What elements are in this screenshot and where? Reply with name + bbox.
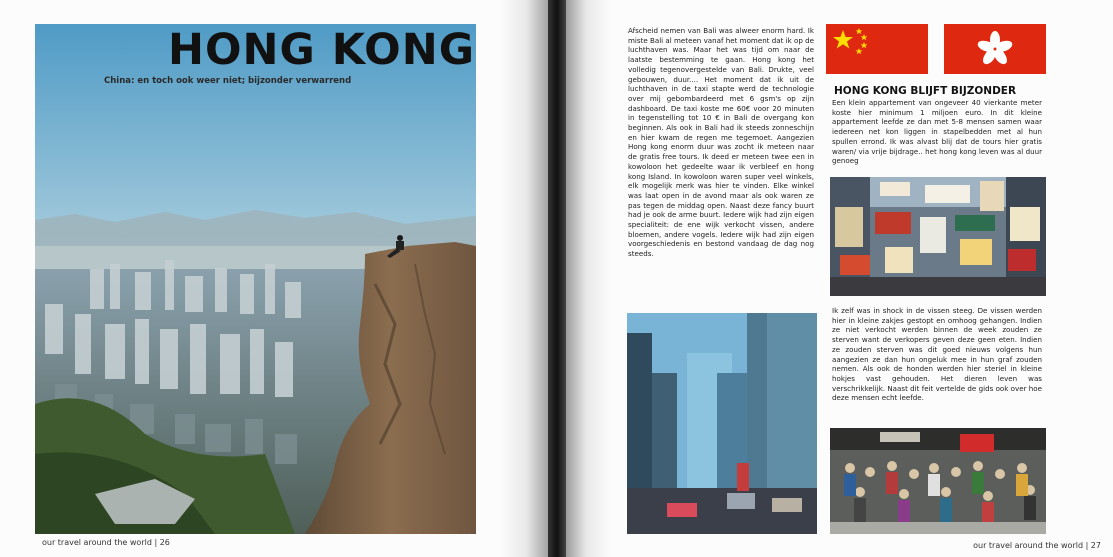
book-spine	[548, 0, 566, 557]
article-column-1: Afscheid nemen van Bali was alweer enorm hard. Ik miste Bali al meteen vanaf het moment dat ik op de luchthaven was. Maar het was tijd om naar de laatste bestemming te gaan. Hong kong het volledig tegenovergestelde van Bali. Drukte, veel gebouwen, duur.... Het moment dat ik uit de luchthaven in de taxi stapte werd de technologie over mij gebombardeerd met 6 gsm's op zijn dashboard. De taxi koste me 60€ voor 20 minuten in tegenstelling tot 10 € in Bali de overgang kon beginnen. Als ook in Bali had ik steeds zonneschijn en hier kwam de regen me tegemoet. Aangezien Hong kong enorm duur was zocht ik meteen naar de gratis free tours. Ik deed er meteen twee een in kowoloon het gedeelte waar ik verbleef en hong kong Island. In kowoloon waren super veel winkels, elk mogelijk merk was hier te vinden. Elke winkel was laat open in de avond maar als ook waren ze pas tegen de middag open. Naast deze fancy buurt had je ook de arme buurt. Iedere wijk had zijn eigen specialiteit: de ene wijk verkocht vissen, andere bloemen, andere vogels. Iedere wijk had zijn eigen voorgeschiedenis en bestond vandaag de dag nog steeds.	[628, 26, 814, 259]
photo-street-signs	[830, 177, 1046, 296]
page-gutter-shadow	[500, 0, 548, 557]
photo-crowded-market	[830, 428, 1046, 534]
hero-photo-hong-kong-skyline	[35, 24, 476, 534]
page-subtitle: China: en toch ook weer niet; bijzonder verwarrend	[104, 76, 352, 86]
photo-city-street	[627, 313, 817, 534]
footer-page-26: our travel around the world | 26	[42, 538, 170, 547]
china-flag-icon	[826, 24, 928, 74]
footer-page-27: our travel around the world | 27	[973, 541, 1101, 550]
hong-kong-flag-icon	[944, 24, 1046, 74]
article-column-2: Een klein appartement van ongeveer 40 vierkante meter koste hier minimum 1 miljoen euro. In dit kleine appartement leefde ze dan met 5-8 mensen samen waar iedereen net kon liggen in stapelbedden met al hun spullen errond. Ik was alvast blij dat de tours hier gratis waren/ via vrije bijdrage.. het hong kong leven was al duur genoeg	[832, 98, 1042, 166]
article-column-3: Ik zelf was in shock in de vissen steeg. De vissen werden hier in kleine zakjes gestopt en omhoog gehangen. Indien ze niet verkocht werden binnen de week zouden ze sterven want de verkopers geven deze geen eten. Indien ze zouden sterven was dit goed nieuws volgens hun aangezien ze dan hun ongeluk mee in hun graf zouden nemen. Als ook de honden werden hier steriel in kleine hokjes vast gehouden. Het dieren leven was verschrikkelijk. Naast dit feit vertelde de gids ook over hoe deze mensen echt leefde.	[832, 306, 1042, 403]
left-page	[0, 0, 548, 557]
right-page	[566, 0, 1113, 557]
page-title: HONG KONG	[168, 25, 476, 75]
section-title: HONG KONG BLIJFT BIJZONDER	[834, 85, 1017, 97]
page-gutter-shadow	[566, 0, 611, 557]
hero-photo-image	[35, 24, 476, 534]
